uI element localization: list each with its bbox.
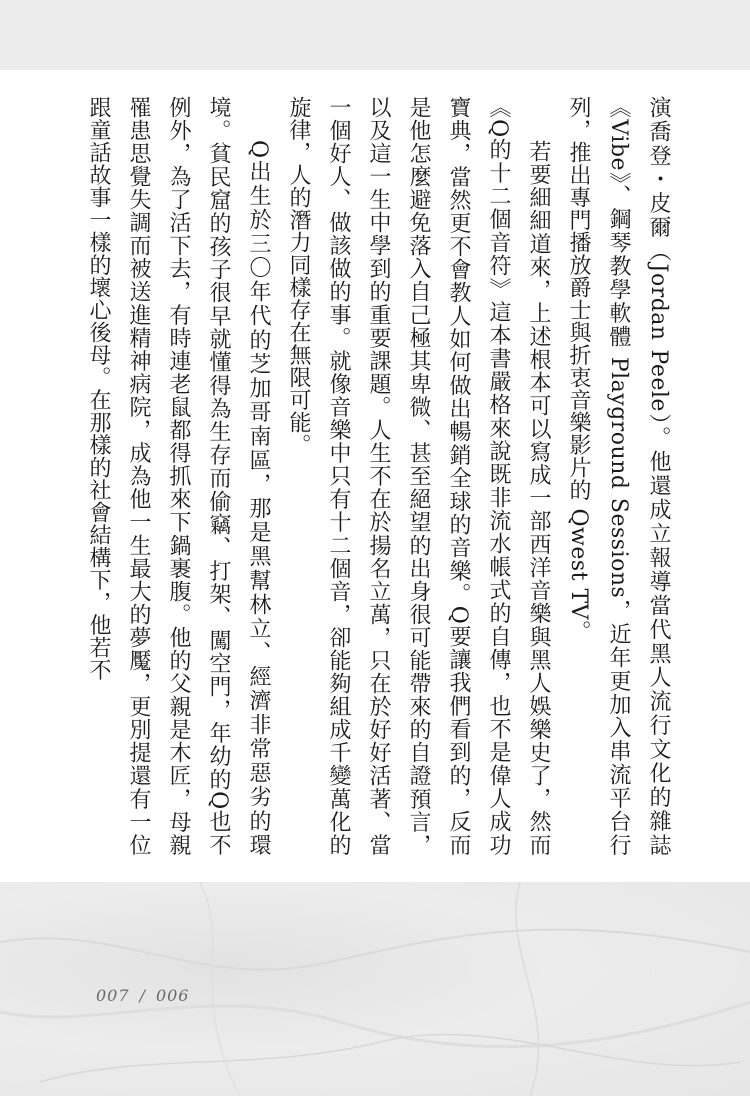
paragraph-book-description: 若要細細道來，上述根本可以寫成一部西洋音樂與黑人娛樂史了，然而《Q的十二個音符》這本書嚴格來說既非流水帳式的自傳，也不是偉人成功寶典，當然更不會教人如何做出暢銷全球的音樂。Q要讓我們看到的，反而是他怎麼避免落入自己極其卑微、甚至絕望的出身很可能帶來的自證預言，以及這一生中學到的重要課題。人生不在於揚名立萬，只在於好好活著、當一個好人、做該做的事。就像音樂中只有十二個音，卻能夠組成千變萬化的旋律，人的潛力同樣存在無限可能。 xyxy=(286,96,551,856)
page-number-footer xyxy=(96,986,189,1005)
top-margin-band xyxy=(0,0,750,70)
vertical-text-body xyxy=(78,96,678,856)
paragraph-childhood: Q出生於三〇年代的芝加哥南區，那是黑幫林立、經濟非常惡劣的環境。貧民窟的孩子很早就懂得為生存而偷竊、打架、闖空門，年幼的Q也不例外，為了活下去，有時連老鼠都得抓來下鍋裹腹。他的父親是木匠，母親罹患思覺失調而被送進精神病院，成為他一生最大的夢魘，更別提還有一位跟童話故事一樣的壞心後母。在那樣的社會結構下，他若不 xyxy=(86,96,271,856)
page-number-right: 006 xyxy=(155,986,190,1005)
page-number-separator: / xyxy=(139,986,146,1005)
paragraph-continuation: 演喬登・皮爾（Jordan Peele）。他還成立報導當代黑人流行文化的雜誌《Vibe》、鋼琴教學軟體 Playground Sessions，近年更加入串流平台行列，推出專門播放爵士與折衷音樂影片的 Qwest TV。 xyxy=(566,96,671,856)
page-number-left: 007 xyxy=(96,986,130,1005)
